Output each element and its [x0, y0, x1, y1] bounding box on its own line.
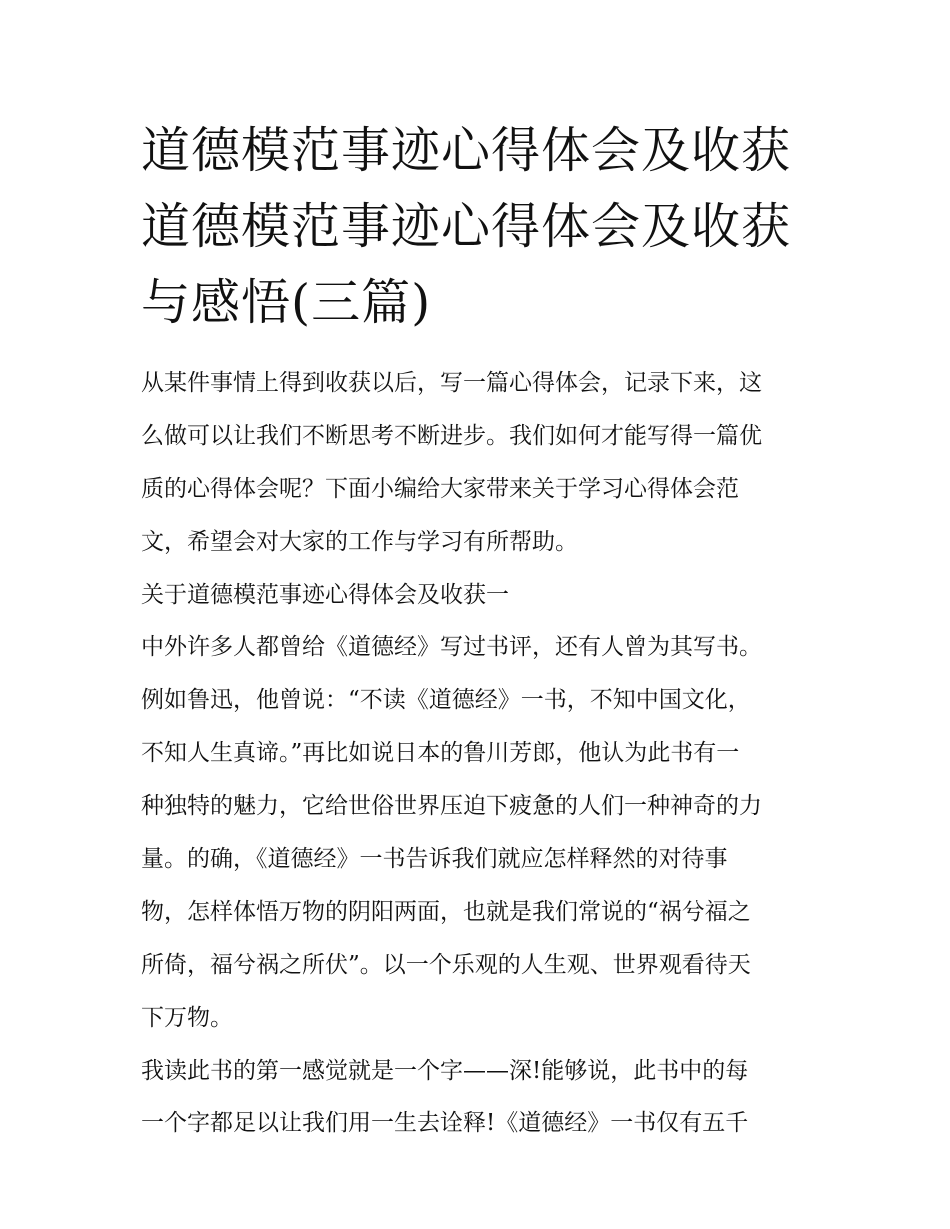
title-line: 道德模范事迹心得体会及收获 — [141, 198, 792, 255]
body-paragraph-line: 所倚，福兮祸之所伏”。以一个乐观的人生观、世界观看待天 — [141, 951, 751, 978]
body-paragraph-line: 一个字都足以让我们用一生去诠释!《道德经》一书仅有五千 — [141, 1110, 749, 1137]
body-paragraph-line: 下万物。 — [141, 1004, 233, 1031]
section-heading: 关于道德模范事迹心得体会及收获一 — [141, 581, 509, 608]
body-paragraph-line: 物，怎样体悟万物的阴阳两面，也就是我们常说的“祸兮福之 — [141, 898, 751, 925]
intro-paragraph-line: 质的心得体会呢？下面小编给大家带来关于学习心得体会范 — [141, 475, 739, 502]
body-paragraph-line: 种独特的魅力，它给世俗世界压迫下疲惫的人们一种神奇的力 — [141, 793, 762, 820]
body-paragraph-line: 中外许多人都曾给《道德经》写过书评，还有人曾为其写书。 — [141, 634, 762, 661]
intro-paragraph-line: 文，希望会对大家的工作与学习有所帮助。 — [141, 528, 578, 555]
body-paragraph-line: 例如鲁迅，他曾说：“不读《道德经》一书，不知中国文化， — [141, 687, 751, 714]
body-paragraph-line: 我读此书的第一感觉就是一个字——深!能够说，此书中的每 — [141, 1057, 749, 1084]
intro-paragraph-line: 从某件事情上得到收获以后，写一篇心得体会，记录下来，这 — [141, 370, 762, 396]
document-body — [141, 357, 821, 1150]
document-title — [141, 113, 841, 341]
title-line: 道德模范事迹心得体会及收获 — [141, 122, 792, 179]
title-line: 与感悟(三篇) — [141, 274, 432, 331]
body-paragraph-line: 不知人生真谛。”再比如说日本的鲁川芳郎，他认为此书有一 — [141, 740, 740, 767]
intro-paragraph-line: 么做可以让我们不断思考不断进步。我们如何才能写得一篇优 — [141, 422, 762, 449]
body-paragraph-line: 量。的确，《道德经》一书告诉我们就应怎样释然的对待事 — [141, 846, 728, 873]
